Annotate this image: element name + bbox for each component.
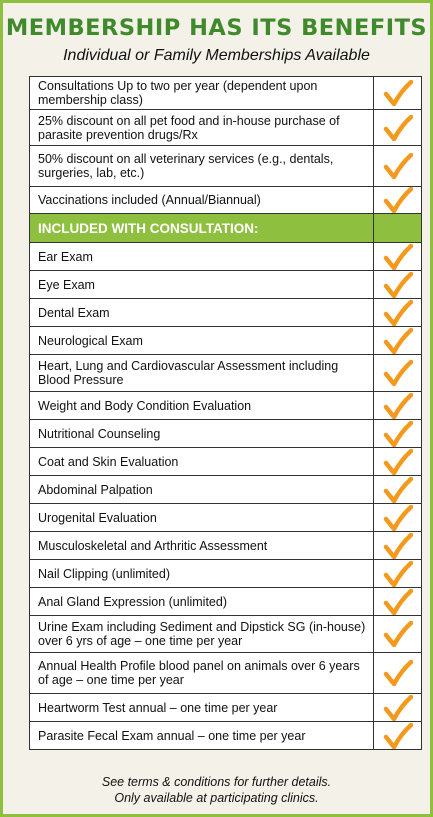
consultation-item-row (30, 271, 422, 299)
footer-line-clinics: Only available at participating clinics. (114, 791, 319, 805)
row-label: Urine Exam including Sediment and Dipstick SG (in-house) over 6 yrs of age – one time per year (30, 616, 374, 653)
consultation-item-row (30, 560, 422, 588)
checkmark-icon (383, 477, 413, 503)
section-header-blank-cell (374, 214, 422, 243)
consultation-item-row (30, 243, 422, 271)
consultation-section-header (30, 214, 422, 243)
check-cell (374, 327, 422, 355)
checkmark-icon (383, 360, 413, 386)
row-label: Urogenital Evaluation (30, 504, 374, 532)
check-cell (374, 420, 422, 448)
checkmark-icon (383, 660, 413, 686)
row-label: Coat and Skin Evaluation (30, 448, 374, 476)
check-cell (374, 694, 422, 722)
consultation-item-row (30, 299, 422, 327)
consultation-item-row (30, 616, 422, 653)
check-cell (374, 532, 422, 560)
checkmark-icon (383, 723, 413, 749)
check-cell (374, 146, 422, 187)
consultation-item-row (30, 532, 422, 560)
check-cell (374, 110, 422, 146)
checkmark-icon (383, 328, 413, 354)
checkmark-icon (383, 505, 413, 531)
checkmark-icon (383, 244, 413, 270)
row-label: Nail Clipping (unlimited) (30, 560, 374, 588)
check-cell (374, 504, 422, 532)
page-title: MEMBERSHIP HAS ITS BENEFITS (5, 15, 428, 41)
row-label: Eye Exam (30, 271, 374, 299)
row-label: 25% discount on all pet food and in-house purchase of parasite prevention drugs/Rx (30, 110, 374, 146)
checkmark-icon (383, 449, 413, 475)
row-label: Abdominal Palpation (30, 476, 374, 504)
consultation-item-row (30, 476, 422, 504)
consultation-item-row (30, 355, 422, 392)
consultation-item-row (30, 327, 422, 355)
checkmark-icon (383, 272, 413, 298)
row-label: Dental Exam (30, 299, 374, 327)
row-label: Vaccinations included (Annual/Biannual) (30, 187, 374, 214)
checkmark-icon (383, 393, 413, 419)
checkmark-icon (383, 80, 413, 106)
check-cell (374, 392, 422, 420)
checkmark-icon (383, 695, 413, 721)
consultation-item-row (30, 392, 422, 420)
benefit-row (30, 187, 422, 214)
consultation-item-row (30, 448, 422, 476)
checkmark-icon (383, 300, 413, 326)
benefit-row (30, 110, 422, 146)
benefits-table (29, 76, 422, 750)
checkmark-icon (383, 115, 413, 141)
check-cell (374, 355, 422, 392)
checkmark-icon (383, 589, 413, 615)
checkmark-icon (383, 533, 413, 559)
check-cell (374, 616, 422, 653)
row-label: Neurological Exam (30, 327, 374, 355)
checkmark-icon (383, 621, 413, 647)
row-label: Parasite Fecal Exam annual – one time per year (30, 722, 374, 750)
consultation-item-row (30, 588, 422, 616)
check-cell (374, 560, 422, 588)
row-label: Musculoskeletal and Arthritic Assessment (30, 532, 374, 560)
row-label: Ear Exam (30, 243, 374, 271)
footer-note (3, 774, 430, 806)
consultation-item-row (30, 420, 422, 448)
check-cell (374, 187, 422, 214)
row-label: Anal Gland Expression (unlimited) (30, 588, 374, 616)
check-cell (374, 271, 422, 299)
row-label: Nutritional Counseling (30, 420, 374, 448)
row-label: Annual Health Profile blood panel on animals over 6 years of age – one time per year (30, 653, 374, 694)
checkmark-icon (383, 421, 413, 447)
check-cell (374, 653, 422, 694)
check-cell (374, 722, 422, 750)
row-label: 50% discount on all veterinary services (e.g., dentals, surgeries, lab, etc.) (30, 146, 374, 187)
consultation-item-row (30, 694, 422, 722)
check-cell (374, 476, 422, 504)
consultation-item-row (30, 504, 422, 532)
page-subtitle: Individual or Family Memberships Available (63, 47, 370, 64)
checkmark-icon (383, 561, 413, 587)
benefit-row (30, 77, 422, 110)
check-cell (374, 299, 422, 327)
benefit-row (30, 146, 422, 187)
row-label: Heartworm Test annual – one time per year (30, 694, 374, 722)
checkmark-icon (383, 187, 413, 213)
check-cell (374, 448, 422, 476)
consultation-item-row (30, 722, 422, 750)
check-cell (374, 588, 422, 616)
section-header-label: INCLUDED WITH CONSULTATION: (30, 214, 374, 243)
check-cell (374, 77, 422, 110)
benefits-table-body (30, 77, 422, 750)
checkmark-icon (383, 153, 413, 179)
check-cell (374, 243, 422, 271)
row-label: Consultations Up to two per year (dependent upon membership class) (30, 77, 374, 110)
row-label: Heart, Lung and Cardiovascular Assessment including Blood Pressure (30, 355, 374, 392)
consultation-item-row (30, 653, 422, 694)
row-label: Weight and Body Condition Evaluation (30, 392, 374, 420)
footer-line-terms: See terms & conditions for further details. (101, 775, 332, 789)
